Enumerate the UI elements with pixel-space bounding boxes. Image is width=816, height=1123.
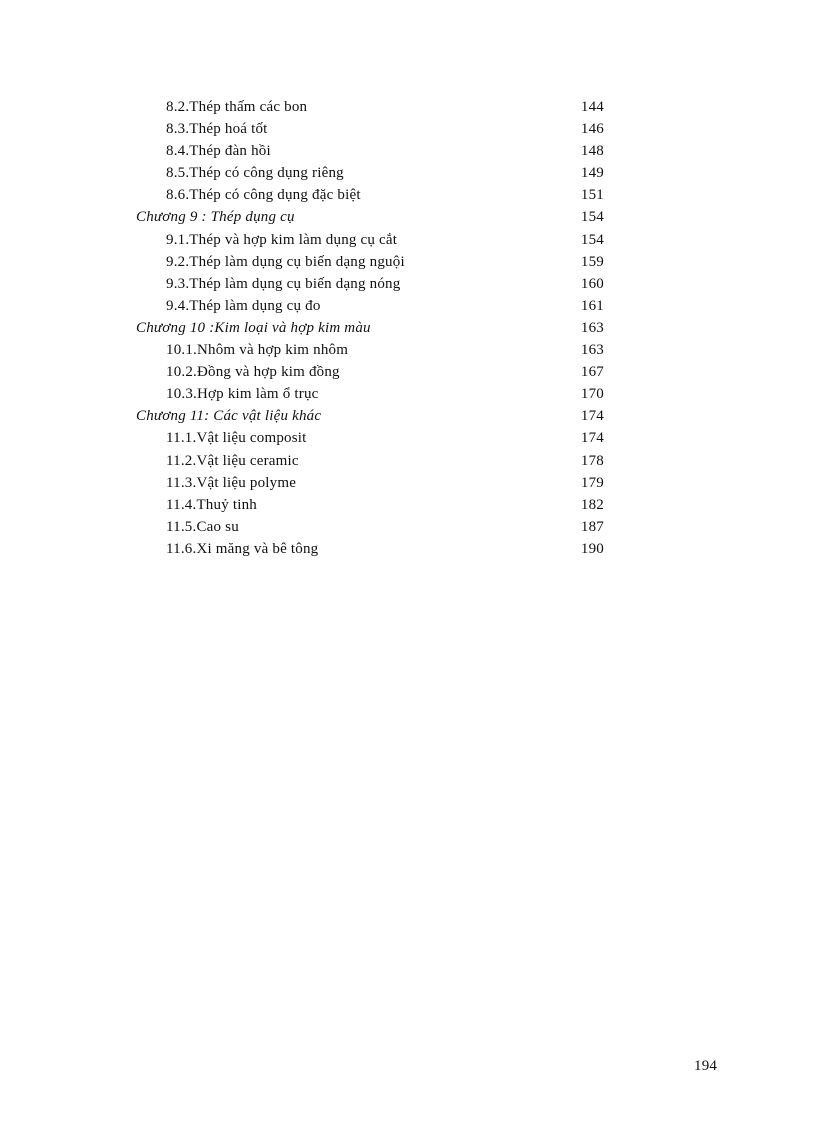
toc-entry-page: 154 xyxy=(580,231,604,248)
toc-row xyxy=(136,273,606,295)
toc-entry-title: 11.3.Vật liệu polyme xyxy=(166,474,297,491)
toc-entry-page: 151 xyxy=(580,187,604,204)
toc-entry-title: 8.2.Thép thấm các bon xyxy=(166,99,308,115)
toc-row xyxy=(136,162,606,184)
toc-chapter-title: Chương 10 :Kim loại và hợp kim màu xyxy=(136,319,371,336)
toc-entry-page: 190 xyxy=(580,540,604,557)
toc-entry-title: 8.6.Thép có công dụng đặc biệt xyxy=(166,187,361,204)
toc-row xyxy=(136,383,606,405)
toc-entry-title: 9.2.Thép làm dụng cụ biến dạng nguội xyxy=(166,253,405,270)
toc-row xyxy=(136,339,606,361)
toc-entry-page: 178 xyxy=(580,452,604,469)
toc-entry-title: 8.4.Thép đàn hồi xyxy=(166,143,271,160)
toc-entry-page: 163 xyxy=(580,319,604,336)
toc-entry-title: 11.5.Cao su xyxy=(166,518,239,535)
toc-entry-title: 9.4.Thép làm dụng cụ đo xyxy=(166,297,321,314)
toc-entry-page: 160 xyxy=(580,275,604,292)
toc-entry-page: 182 xyxy=(580,496,604,513)
toc-row xyxy=(136,427,606,449)
toc-entry-title: 10.1.Nhôm và hợp kim nhôm xyxy=(166,342,349,359)
toc-row xyxy=(136,118,606,140)
toc-entry-title: 11.1.Vật liệu composit xyxy=(166,430,307,447)
toc-entry-page: 170 xyxy=(580,386,604,403)
toc-chapter-row xyxy=(136,206,606,228)
toc-chapter-row xyxy=(136,317,606,339)
toc-row xyxy=(136,516,606,538)
page-number: 194 xyxy=(694,1058,718,1074)
toc-row xyxy=(136,472,606,494)
toc-entry-page: 148 xyxy=(580,143,604,160)
toc-entry-title: 8.5.Thép có công dụng riêng xyxy=(166,165,344,182)
toc-entry-title: 9.1.Thép và hợp kim làm dụng cụ cắt xyxy=(166,231,398,248)
toc-entry-title: 8.3.Thép hoá tốt xyxy=(166,121,268,138)
toc-row xyxy=(136,229,606,251)
toc-entry-title: 10.3.Hợp kim làm ổ trục xyxy=(166,386,319,403)
toc-entry-page: 163 xyxy=(580,342,604,359)
toc-entry-page: 187 xyxy=(580,518,604,535)
toc-entry-page: 167 xyxy=(580,364,604,381)
toc-entry-title: 11.6.Xi măng và bê tông xyxy=(166,540,319,557)
toc-entry-page: 149 xyxy=(580,165,604,182)
toc-row xyxy=(136,361,606,383)
toc-entry-page: 154 xyxy=(580,209,604,226)
toc-entry-title: 11.4.Thuỷ tinh xyxy=(166,496,257,513)
table-of-contents xyxy=(136,96,606,560)
toc-chapter-row xyxy=(136,405,606,427)
toc-row xyxy=(136,494,606,516)
toc-row xyxy=(136,96,606,118)
toc-chapter-title: Chương 9 : Thép dụng cụ xyxy=(136,209,295,226)
toc-entry-page: 174 xyxy=(580,408,604,425)
toc-row xyxy=(136,538,606,560)
toc-entry-page: 174 xyxy=(580,430,604,447)
toc-row xyxy=(136,450,606,472)
toc-entry-page: 146 xyxy=(580,121,604,138)
toc-entry-title: 10.2.Đồng và hợp kim đồng xyxy=(166,364,340,381)
toc-entry-title: 11.2.Vật liệu ceramic xyxy=(166,452,299,469)
toc-chapter-title: Chương 11: Các vật liệu khác xyxy=(136,408,322,425)
toc-row xyxy=(136,184,606,206)
toc-entry-page: 161 xyxy=(580,297,604,314)
toc-entry-page: 144 xyxy=(580,99,604,115)
toc-entry-title: 9.3.Thép làm dụng cụ biến dạng nóng xyxy=(166,275,401,292)
toc-row xyxy=(136,295,606,317)
toc-row xyxy=(136,251,606,273)
toc-row xyxy=(136,140,606,162)
toc-entry-page: 179 xyxy=(580,474,604,491)
toc-entry-page: 159 xyxy=(580,253,604,270)
